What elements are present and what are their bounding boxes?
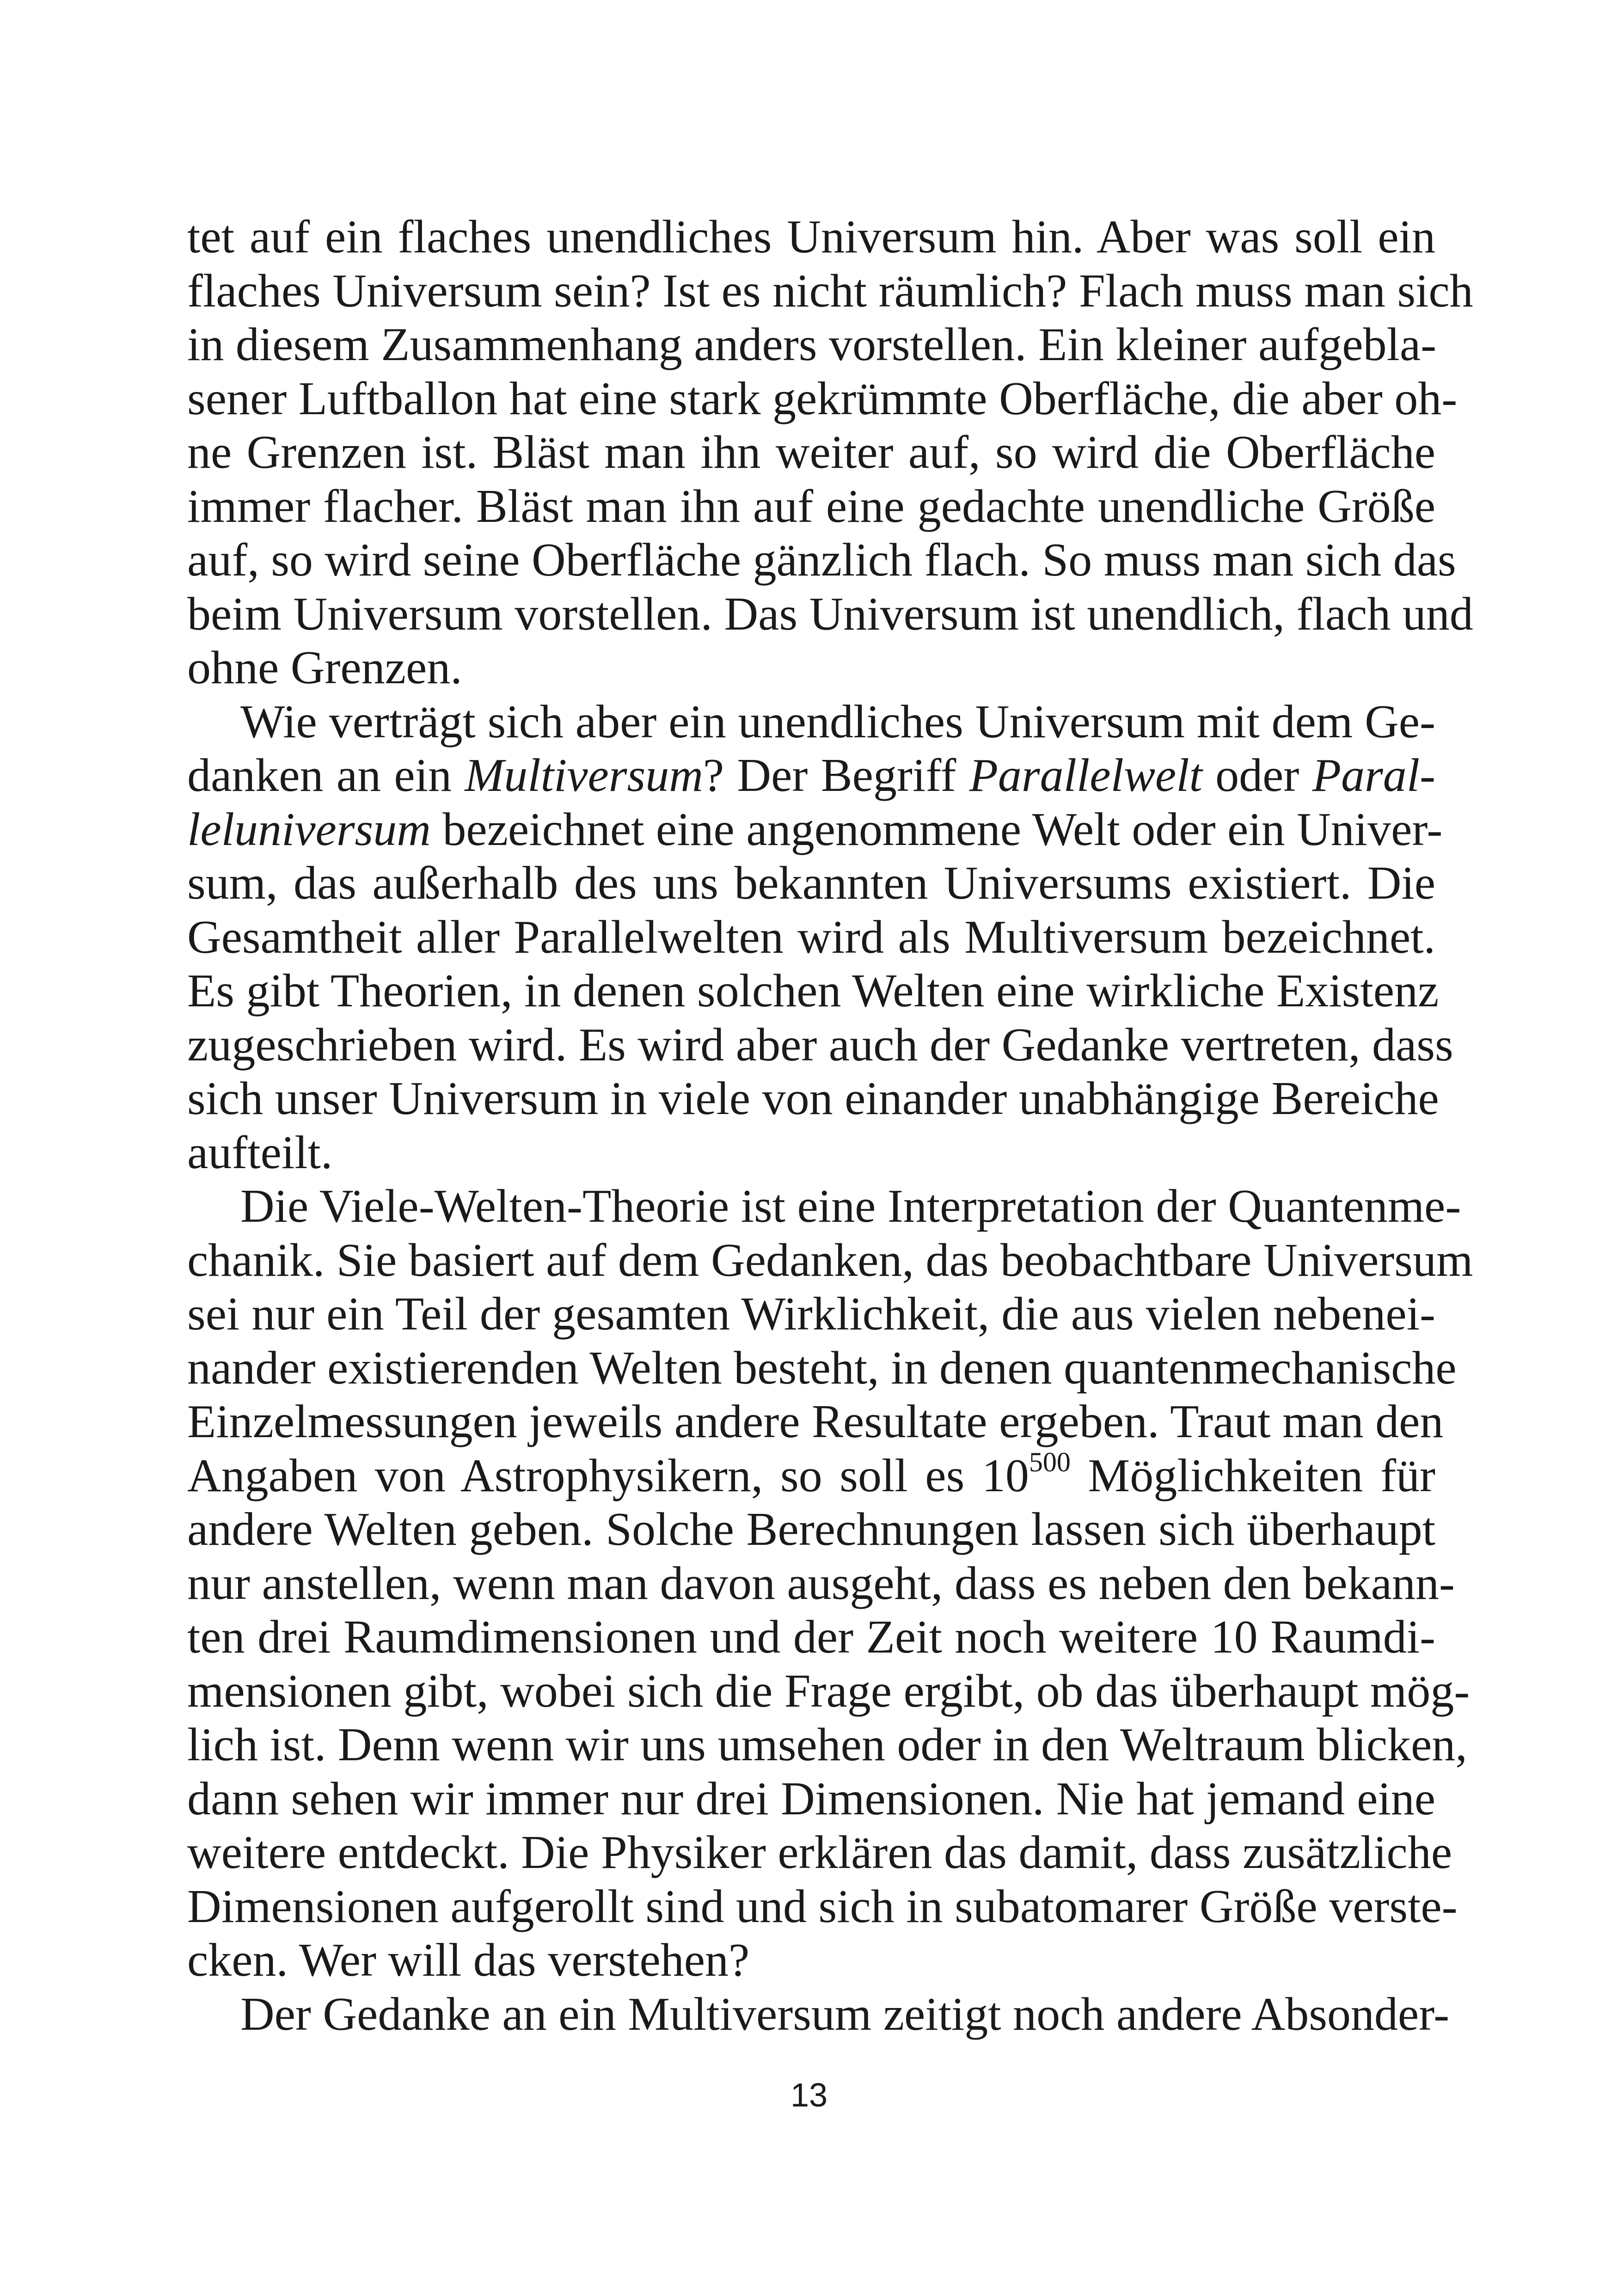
text-line: lich ist. Denn wenn wir uns umsehen oder in den Weltraum blicken,	[187, 1719, 1467, 1771]
paragraph-start-line: Wie verträgt sich aber ein unendliches Universum mit dem Ge-	[240, 695, 1435, 748]
page-number: 13	[790, 2077, 828, 2114]
text-line: ohne Grenzen.	[187, 642, 462, 694]
text-line: Dimensionen aufgerollt sind und sich in subatomarer Größe verste-	[187, 1880, 1458, 1933]
italic-term-paral: Paral-	[1312, 749, 1435, 802]
text-line: sich unser Universum in viele von einander unabhängige Bereiche	[187, 1072, 1439, 1125]
text-line-with-italics	[187, 803, 1443, 857]
text-fragment: Angaben von Astrophysikern, so soll es 10	[187, 1449, 1029, 1502]
italic-term-leluniversum: leluniversum	[187, 803, 431, 856]
text-line: immer flacher. Bläst man ihn auf eine gedachte unendliche Größe	[187, 480, 1435, 533]
text-line: ten drei Raumdimensionen und der Zeit noch weitere 10 Raumdi-	[187, 1611, 1435, 1663]
text-line: Es gibt Theorien, in denen solchen Welten eine wirkliche Existenz	[187, 965, 1439, 1017]
text-line: andere Welten geben. Solche Berechnungen lassen sich überhaupt	[187, 1503, 1435, 1555]
text-line: beim Universum vorstellen. Das Universum ist unendlich, flach und	[187, 588, 1473, 640]
text-line: aufteilt.	[187, 1126, 333, 1179]
text-line: cken. Wer will das verstehen?	[187, 1934, 750, 1986]
text-line: mensionen gibt, wobei sich die Frage ergibt, ob das überhaupt mög-	[187, 1665, 1470, 1717]
text-line-with-superscript	[187, 1446, 1435, 1503]
text-line: sei nur ein Teil der gesamten Wirklichkeit, die aus vielen nebenei-	[187, 1288, 1435, 1340]
text-line: auf, so wird seine Oberfläche gänzlich flach. So muss man sich das	[187, 534, 1456, 586]
text-fragment: Möglichkeiten für	[1070, 1449, 1435, 1502]
exponent-superscript: 500	[1029, 1446, 1071, 1477]
text-line: chanik. Sie basiert auf dem Gedanken, das beobachtbare Universum	[187, 1234, 1473, 1286]
paragraph-start-line: Der Gedanke an ein Multiversum zeitigt noch andere Absonder-	[240, 1988, 1450, 2040]
text-line: sum, das außerhalb des uns bekannten Universums existiert. Die	[187, 857, 1435, 909]
text-line: Einzelmessungen jeweils andere Resultate ergeben. Traut man den	[187, 1396, 1444, 1448]
text-line: nur anstellen, wenn man davon ausgeht, dass es neben den bekann-	[187, 1557, 1455, 1610]
text-line: nander existierenden Welten besteht, in denen quantenmechanische	[187, 1341, 1457, 1394]
text-fragment: oder	[1202, 749, 1312, 802]
text-fragment: bezeichnet eine angenommene Welt oder ein Univer-	[430, 803, 1443, 856]
paragraph-start-line: Die Viele-Welten-Theorie ist eine Interpretation der Quantenme-	[240, 1180, 1461, 1232]
text-line: in diesem Zusammenhang anders vorstellen. Ein kleiner aufgebla-	[187, 318, 1437, 371]
body-text	[187, 210, 1473, 2041]
text-line-with-italics	[187, 749, 1435, 803]
text-fragment: ? Der Begriff	[703, 749, 969, 802]
text-line: ne Grenzen ist. Bläst man ihn weiter auf, so wird die Oberfläche	[187, 426, 1435, 478]
text-fragment: danken an ein	[187, 749, 465, 802]
text-line: tet auf ein flaches unendliches Universum hin. Aber was soll ein	[187, 211, 1435, 263]
text-line: dann sehen wir immer nur drei Dimensionen. Nie hat jemand eine	[187, 1772, 1435, 1825]
text-line: sener Luftballon hat eine stark gekrümmte Oberfläche, die aber oh-	[187, 372, 1458, 425]
italic-term-parallelwelt: Parallelwelt	[969, 749, 1202, 802]
text-line: flaches Universum sein? Ist es nicht räumlich? Flach muss man sich	[187, 264, 1473, 317]
text-line: Gesamtheit aller Parallelwelten wird als Multiversum bezeichnet.	[187, 911, 1435, 963]
text-line: weitere entdeckt. Die Physiker erklären das damit, dass zusätzliche	[187, 1826, 1452, 1879]
italic-term-multiversum: Multiversum	[465, 749, 703, 802]
text-line: zugeschrieben wird. Es wird aber auch der Gedanke vertreten, dass	[187, 1018, 1453, 1071]
